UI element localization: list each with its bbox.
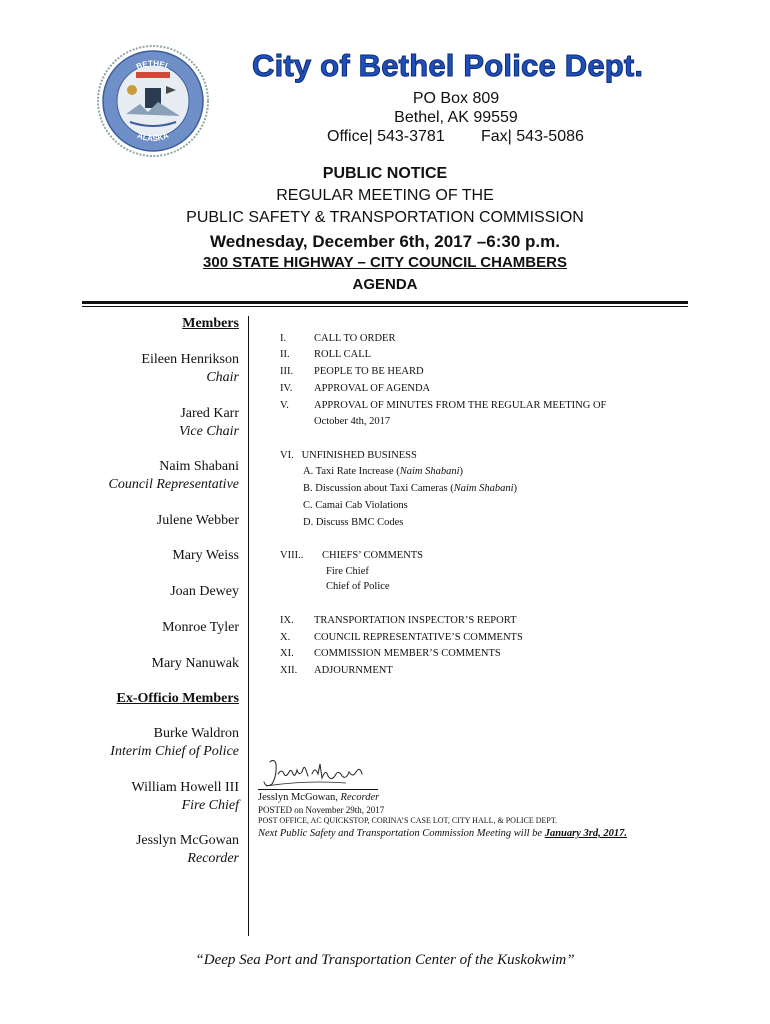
exofficio-role: Interim Chief of Police (110, 744, 239, 759)
agenda-heading: AGENDA (352, 276, 418, 293)
member-name: Jared Karr (180, 406, 239, 421)
po-box: PO Box 809 (412, 90, 500, 107)
department-title: City of Bethel Police Dept. (252, 48, 644, 83)
fax-number: Fax| 543-5086 (481, 128, 584, 145)
agenda-item-text: COMMISSION MEMBER’S COMMENTS (314, 648, 501, 659)
agenda-item-number: I. (280, 333, 287, 344)
office-phone: Office| 543-3781 (327, 128, 445, 145)
agenda-item-number: IX. (280, 615, 294, 626)
agenda-item-number: XI. (280, 648, 294, 659)
next-meeting-note: Next Public Safety and Transportation Commission Meeting will be January 3rd, 2017. (258, 828, 627, 839)
exofficio-name: Jesslyn McGowan (135, 833, 239, 848)
agenda-item-text: TRANSPORTATION INSPECTOR’S REPORT (314, 615, 517, 626)
agenda-item-number: XII. (280, 665, 298, 676)
member-name: Joan Dewey (170, 584, 239, 599)
unfinished-item: B. Discussion about Taxi Cameras (Naim Shabani) (303, 483, 518, 494)
handwritten-signature (262, 756, 382, 790)
agenda-item-text: PEOPLE TO BE HEARD (314, 366, 424, 377)
posting-locations: POST OFFICE, AC QUICKSTOP, CORINA’S CASE LOT, CITY HALL, & POLICE DEPT. (258, 816, 558, 825)
member-name: Mary Weiss (172, 548, 239, 563)
recorder-name: Jesslyn McGowan, Recorder (258, 792, 380, 803)
header-divider (82, 301, 688, 304)
meeting-location: 300 STATE HIGHWAY – CITY COUNCIL CHAMBERS (203, 254, 567, 271)
chiefs-sub-item: Fire Chief (326, 566, 369, 577)
members-heading: Members (182, 316, 239, 331)
posted-date: POSTED on November 29th, 2017 (258, 805, 385, 815)
agenda-item-number: X. (280, 632, 291, 643)
meeting-line2: PUBLIC SAFETY & TRANSPORTATION COMMISSION (186, 209, 584, 226)
seal-top-text: BETHEL (134, 58, 172, 72)
member-name: Monroe Tyler (162, 620, 239, 635)
agenda-item-text: APPROVAL OF MINUTES FROM THE REGULAR MEETING OF (314, 400, 607, 411)
member-name: Eileen Henrikson (141, 352, 239, 367)
public-notice-heading: PUBLIC NOTICE (322, 165, 448, 182)
header-divider-thin (82, 306, 688, 307)
unfinished-business-heading: VI. UNFINISHED BUSINESS (280, 450, 417, 461)
exofficio-name: William Howell III (131, 780, 239, 795)
agenda-item-number: VIII.. (280, 550, 304, 561)
unfinished-item: C. Camai Cab Violations (303, 500, 408, 511)
city-seal-logo (96, 44, 210, 158)
exofficio-role: Fire Chief (181, 798, 239, 813)
agenda-item-number: V. (280, 400, 289, 411)
agenda-item-number: II. (280, 349, 290, 360)
meeting-line1: REGULAR MEETING OF THE (276, 187, 494, 204)
agenda-item-text: CALL TO ORDER (314, 333, 396, 344)
agenda-item-continuation: October 4th, 2017 (314, 416, 391, 427)
exofficio-heading: Ex-Officio Members (116, 691, 239, 706)
member-name: Naim Shabani (159, 459, 239, 474)
agenda-item-text: ROLL CALL (314, 349, 372, 360)
member-role: Council Representative (108, 477, 239, 492)
agenda-item-number: III. (280, 366, 294, 377)
seal-bottom-text: ALASKA (136, 130, 170, 144)
member-name: Julene Webber (156, 513, 239, 528)
agenda-item-text: COUNCIL REPRESENTATIVE’S COMMENTS (314, 632, 523, 643)
footer-slogan: “Deep Sea Port and Transportation Center of the Kuskokwim” (195, 952, 575, 968)
agenda-item-text: ADJOURNMENT (314, 665, 393, 676)
agenda-item-text: APPROVAL OF AGENDA (314, 383, 431, 394)
agenda-item-text: CHIEFS’ COMMENTS (322, 550, 424, 561)
member-role: Chair (206, 370, 239, 385)
member-role: Vice Chair (178, 424, 239, 439)
city-state: Bethel, AK 99559 (394, 109, 518, 126)
signature-line (258, 789, 378, 790)
member-name: Mary Nanuwak (151, 656, 239, 671)
exofficio-name: Burke Waldron (153, 726, 239, 741)
exofficio-role: Recorder (187, 851, 239, 866)
column-divider (248, 316, 249, 936)
agenda-item-number: IV. (280, 383, 293, 394)
chiefs-sub-item: Chief of Police (326, 581, 390, 592)
unfinished-item: A. Taxi Rate Increase (Naim Shabani) (303, 466, 464, 477)
meeting-datetime: Wednesday, December 6th, 2017 –6:30 p.m. (210, 232, 560, 251)
unfinished-item: D. Discuss BMC Codes (303, 517, 404, 528)
